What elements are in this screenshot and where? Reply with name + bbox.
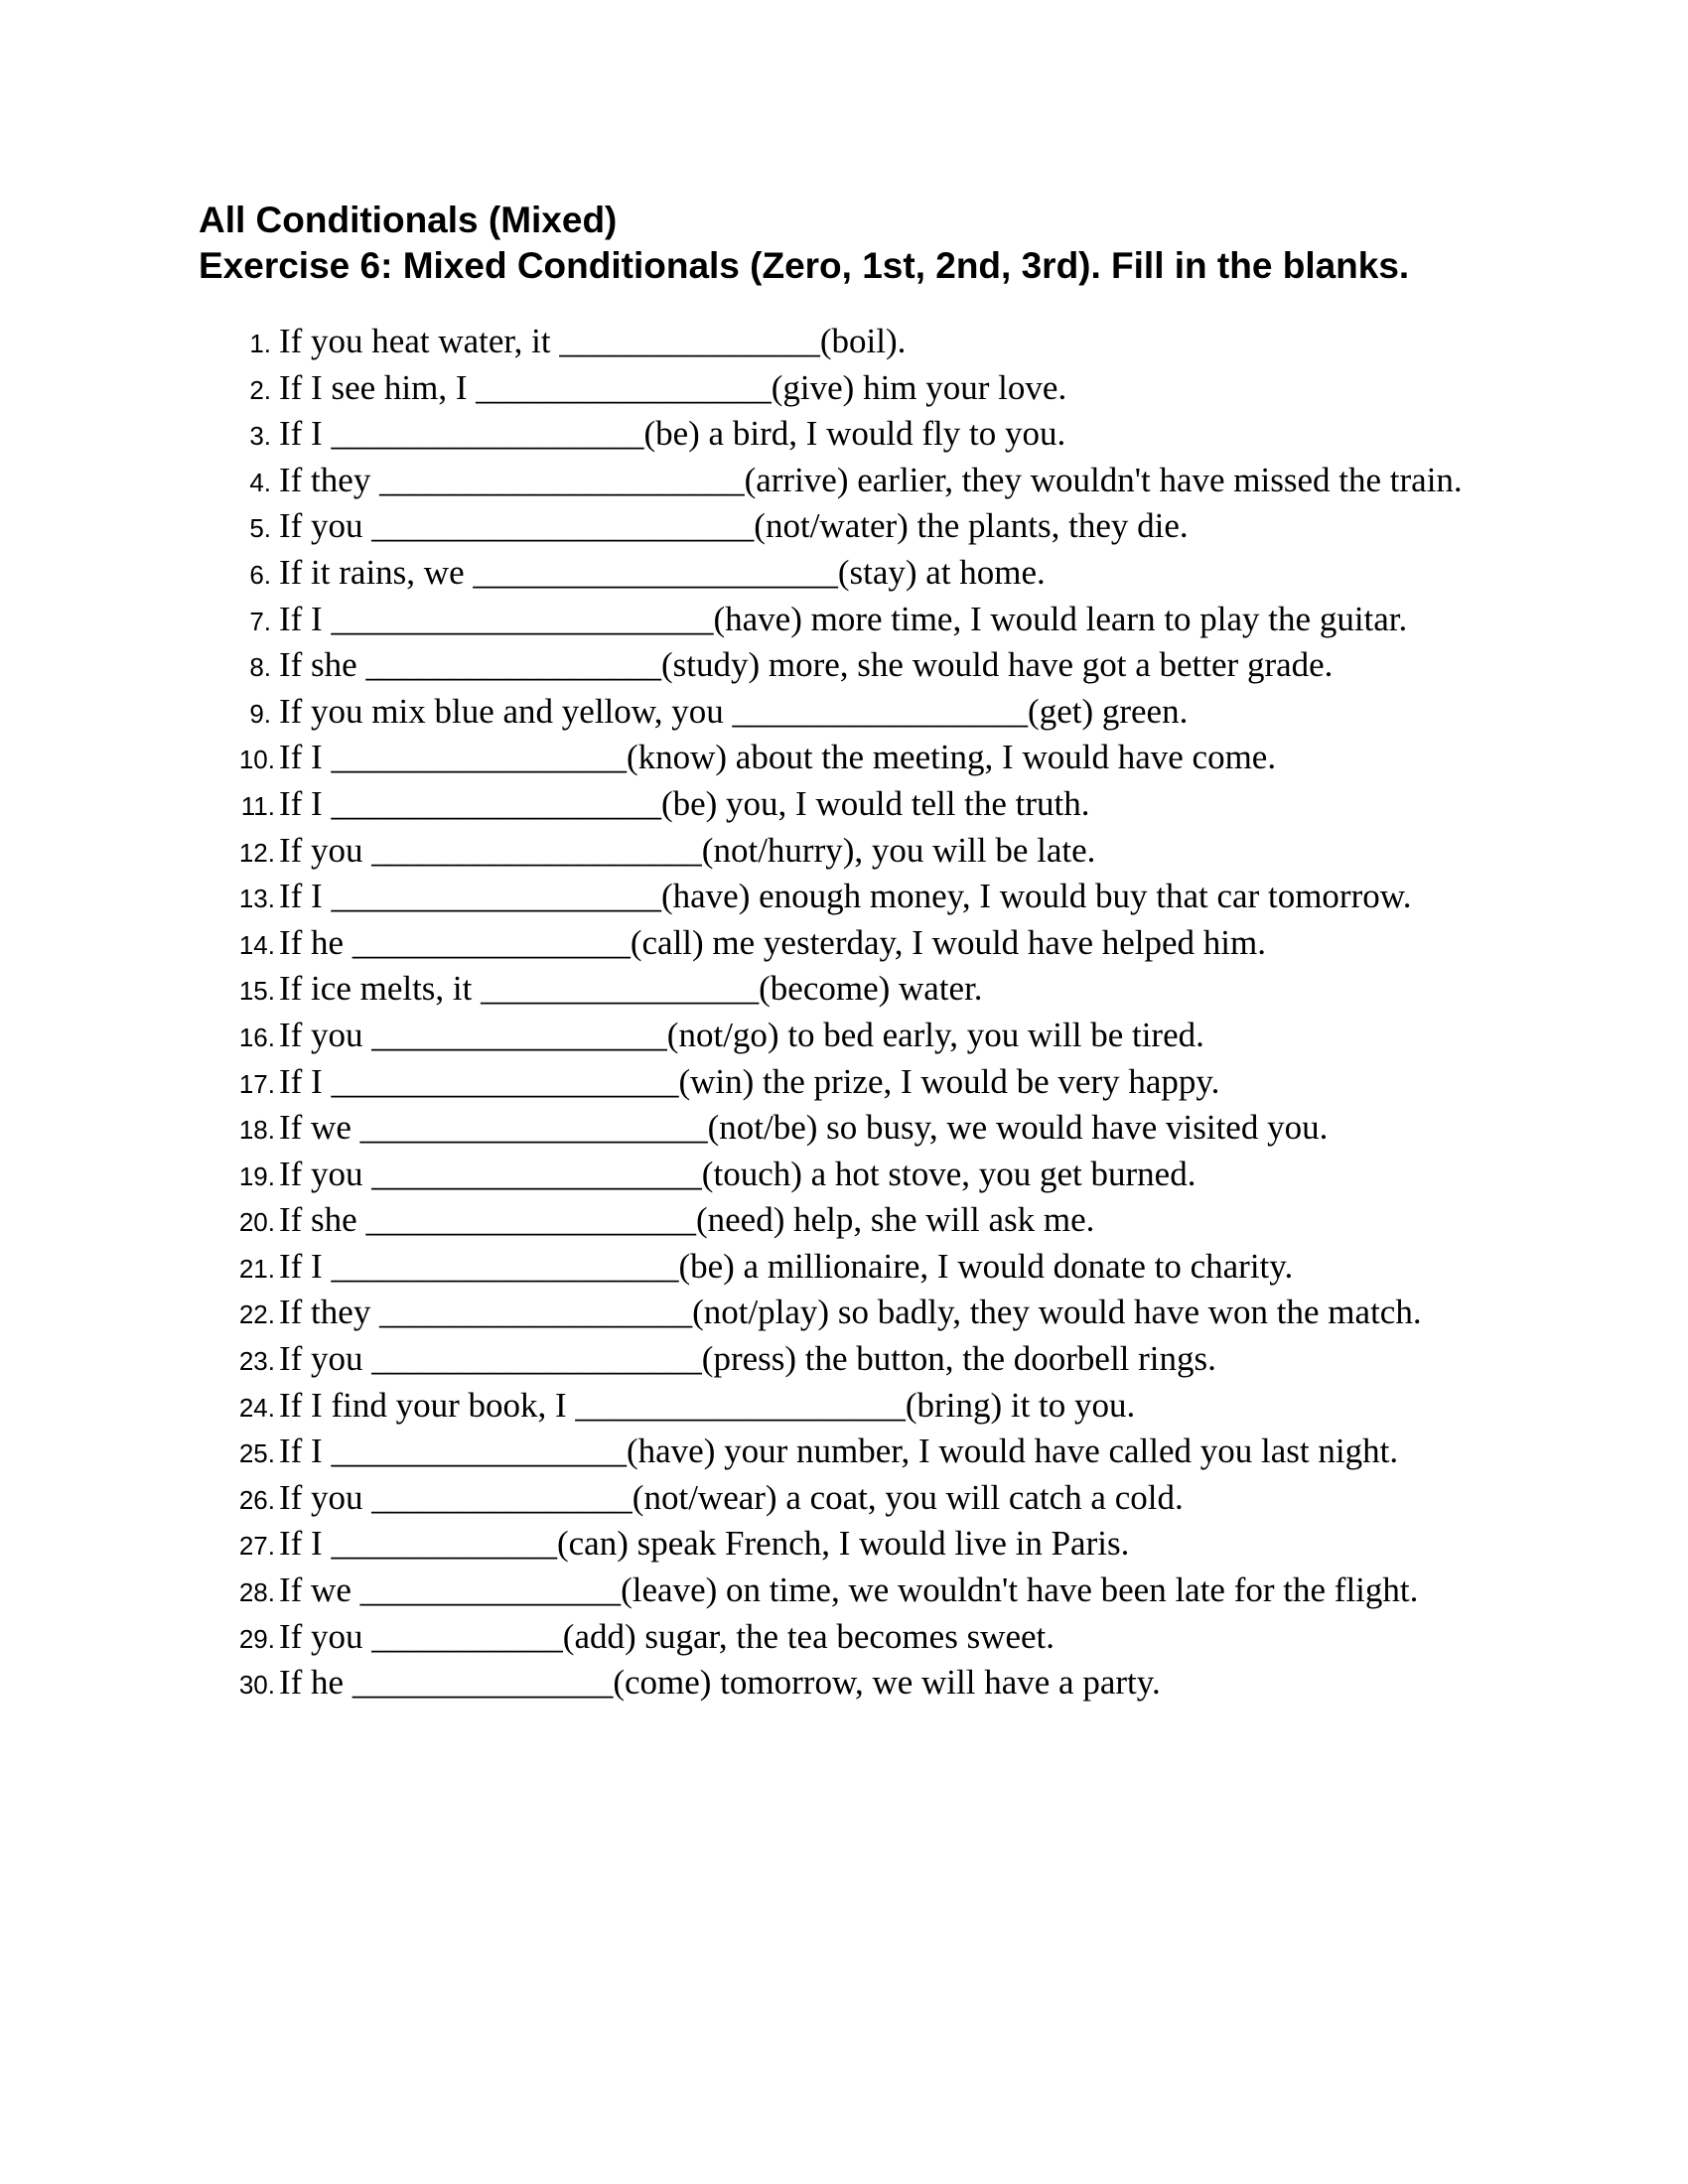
exercise-item-8 <box>199 643 1509 690</box>
item-sentence: If I ______________________(have) more time, I would learn to play the guitar. <box>279 599 1408 638</box>
exercise-item-28 <box>199 1569 1509 1615</box>
item-number: 19. <box>238 1160 275 1191</box>
exercise-item-26 <box>199 1476 1509 1523</box>
item-sentence: If he _______________(come) tomorrow, we will have a party. <box>279 1663 1161 1703</box>
exercise-item-9 <box>199 690 1509 737</box>
exercise-item-6 <box>199 551 1509 598</box>
item-sentence: If you ___________________(not/hurry), you will be late. <box>279 830 1096 870</box>
exercise-item-27 <box>199 1522 1509 1569</box>
exercise-list <box>199 320 1509 1707</box>
item-sentence: If it rains, we _____________________(stay) at home. <box>279 552 1046 592</box>
item-number: 5. <box>249 513 271 544</box>
item-number: 11. <box>240 790 275 821</box>
item-number: 21. <box>238 1253 275 1284</box>
item-sentence: If I ___________________(be) you, I would tell the truth. <box>279 783 1090 823</box>
item-number: 23. <box>238 1346 275 1377</box>
item-number: 10. <box>238 745 275 775</box>
exercise-item-20 <box>199 1198 1509 1245</box>
exercise-item-5 <box>199 504 1509 551</box>
item-sentence: If I find your book, I ___________________(bring) it to you. <box>279 1385 1136 1425</box>
item-sentence: If we _______________(leave) on time, we wouldn't have been late for the flight. <box>279 1570 1419 1610</box>
exercise-item-15 <box>199 967 1509 1014</box>
item-sentence: If you _________________(not/go) to bed early, you will be tired. <box>279 1015 1204 1054</box>
exercise-item-2 <box>199 366 1509 413</box>
item-number: 12. <box>238 837 275 868</box>
item-number: 27. <box>238 1531 275 1562</box>
exercise-item-4 <box>199 459 1509 505</box>
exercise-item-30 <box>199 1661 1509 1707</box>
item-number: 29. <box>238 1623 275 1654</box>
item-sentence: If we ____________________(not/be) so busy, we would have visited you. <box>279 1108 1329 1148</box>
exercise-instructions: Exercise 6: Mixed Conditionals (Zero, 1st, 2nd, 3rd). Fill in the blanks. <box>199 245 1410 286</box>
item-number: 30. <box>238 1670 275 1701</box>
exercise-item-24 <box>199 1384 1509 1431</box>
item-number: 17. <box>238 1068 275 1099</box>
exercise-item-17 <box>199 1060 1509 1107</box>
item-number: 13. <box>238 884 275 914</box>
item-number: 9. <box>249 698 271 729</box>
item-sentence: If she ___________________(need) help, she will ask me. <box>279 1200 1095 1240</box>
item-sentence: If you _______________(not/wear) a coat, you will catch a cold. <box>279 1477 1184 1517</box>
exercise-item-11 <box>199 782 1509 829</box>
worksheet-title: All Conditionals (Mixed) <box>199 200 618 240</box>
exercise-item-29 <box>199 1615 1509 1662</box>
item-sentence: If I _________________(know) about the meeting, I would have come. <box>279 738 1277 777</box>
item-sentence: If he ________________(call) me yesterday, I would have helped him. <box>279 922 1266 962</box>
exercise-item-16 <box>199 1014 1509 1060</box>
exercise-item-3 <box>199 412 1509 459</box>
exercise-item-21 <box>199 1245 1509 1292</box>
exercise-item-22 <box>199 1291 1509 1337</box>
item-number: 1. <box>249 329 271 358</box>
item-sentence: If you heat water, it _______________(boil). <box>279 322 907 360</box>
item-sentence: If they _____________________(arrive) earlier, they wouldn't have missed the train. <box>279 460 1463 499</box>
item-sentence: If I ____________________(be) a millionaire, I would donate to charity. <box>279 1246 1294 1286</box>
item-number: 15. <box>238 976 275 1007</box>
item-number: 14. <box>238 929 275 960</box>
item-sentence: If you ___________________(touch) a hot stove, you get burned. <box>279 1154 1196 1193</box>
item-number: 2. <box>249 374 271 405</box>
item-sentence: If I ____________________(win) the prize, I would be very happy. <box>279 1061 1220 1101</box>
item-sentence: If I __________________(be) a bird, I would fly to you. <box>279 414 1066 454</box>
exercise-item-10 <box>199 736 1509 782</box>
exercise-item-1 <box>199 320 1509 366</box>
exercise-item-13 <box>199 875 1509 921</box>
item-sentence: If you mix blue and yellow, you _________________(get) green. <box>279 691 1189 731</box>
item-number: 24. <box>238 1392 275 1423</box>
exercise-item-12 <box>199 829 1509 876</box>
item-sentence: If I _____________(can) speak French, I would live in Paris. <box>279 1524 1130 1564</box>
item-sentence: If she _________________(study) more, she would have got a better grade. <box>279 645 1334 685</box>
item-number: 16. <box>238 1022 275 1052</box>
exercise-item-14 <box>199 921 1509 968</box>
item-number: 18. <box>238 1115 275 1146</box>
item-sentence: If ice melts, it ________________(become) water. <box>279 969 983 1009</box>
item-sentence: If you ___________________(press) the button, the doorbell rings. <box>279 1339 1216 1379</box>
item-number: 20. <box>238 1207 275 1238</box>
item-number: 8. <box>249 652 271 683</box>
item-number: 3. <box>249 421 271 452</box>
item-number: 22. <box>238 1299 275 1330</box>
item-sentence: If you ___________(add) sugar, the tea becomes sweet. <box>279 1616 1055 1656</box>
item-number: 6. <box>249 559 271 590</box>
item-sentence: If I ___________________(have) enough money, I would buy that car tomorrow. <box>279 877 1412 916</box>
item-number: 28. <box>238 1577 275 1608</box>
item-number: 4. <box>249 467 271 497</box>
item-sentence: If they __________________(not/play) so badly, they would have won the match. <box>279 1293 1422 1332</box>
item-sentence: If I _________________(have) your number, I would have called you last night. <box>279 1432 1399 1471</box>
exercise-item-23 <box>199 1337 1509 1384</box>
exercise-item-18 <box>199 1106 1509 1153</box>
exercise-item-7 <box>199 598 1509 644</box>
item-sentence: If you ______________________(not/water) the plants, they die. <box>279 506 1189 546</box>
item-number: 7. <box>249 606 271 636</box>
exercise-item-19 <box>199 1153 1509 1199</box>
item-sentence: If I see him, I _________________(give) him your love. <box>279 367 1067 407</box>
item-number: 25. <box>238 1438 275 1469</box>
exercise-item-25 <box>199 1430 1509 1476</box>
item-number: 26. <box>238 1484 275 1515</box>
